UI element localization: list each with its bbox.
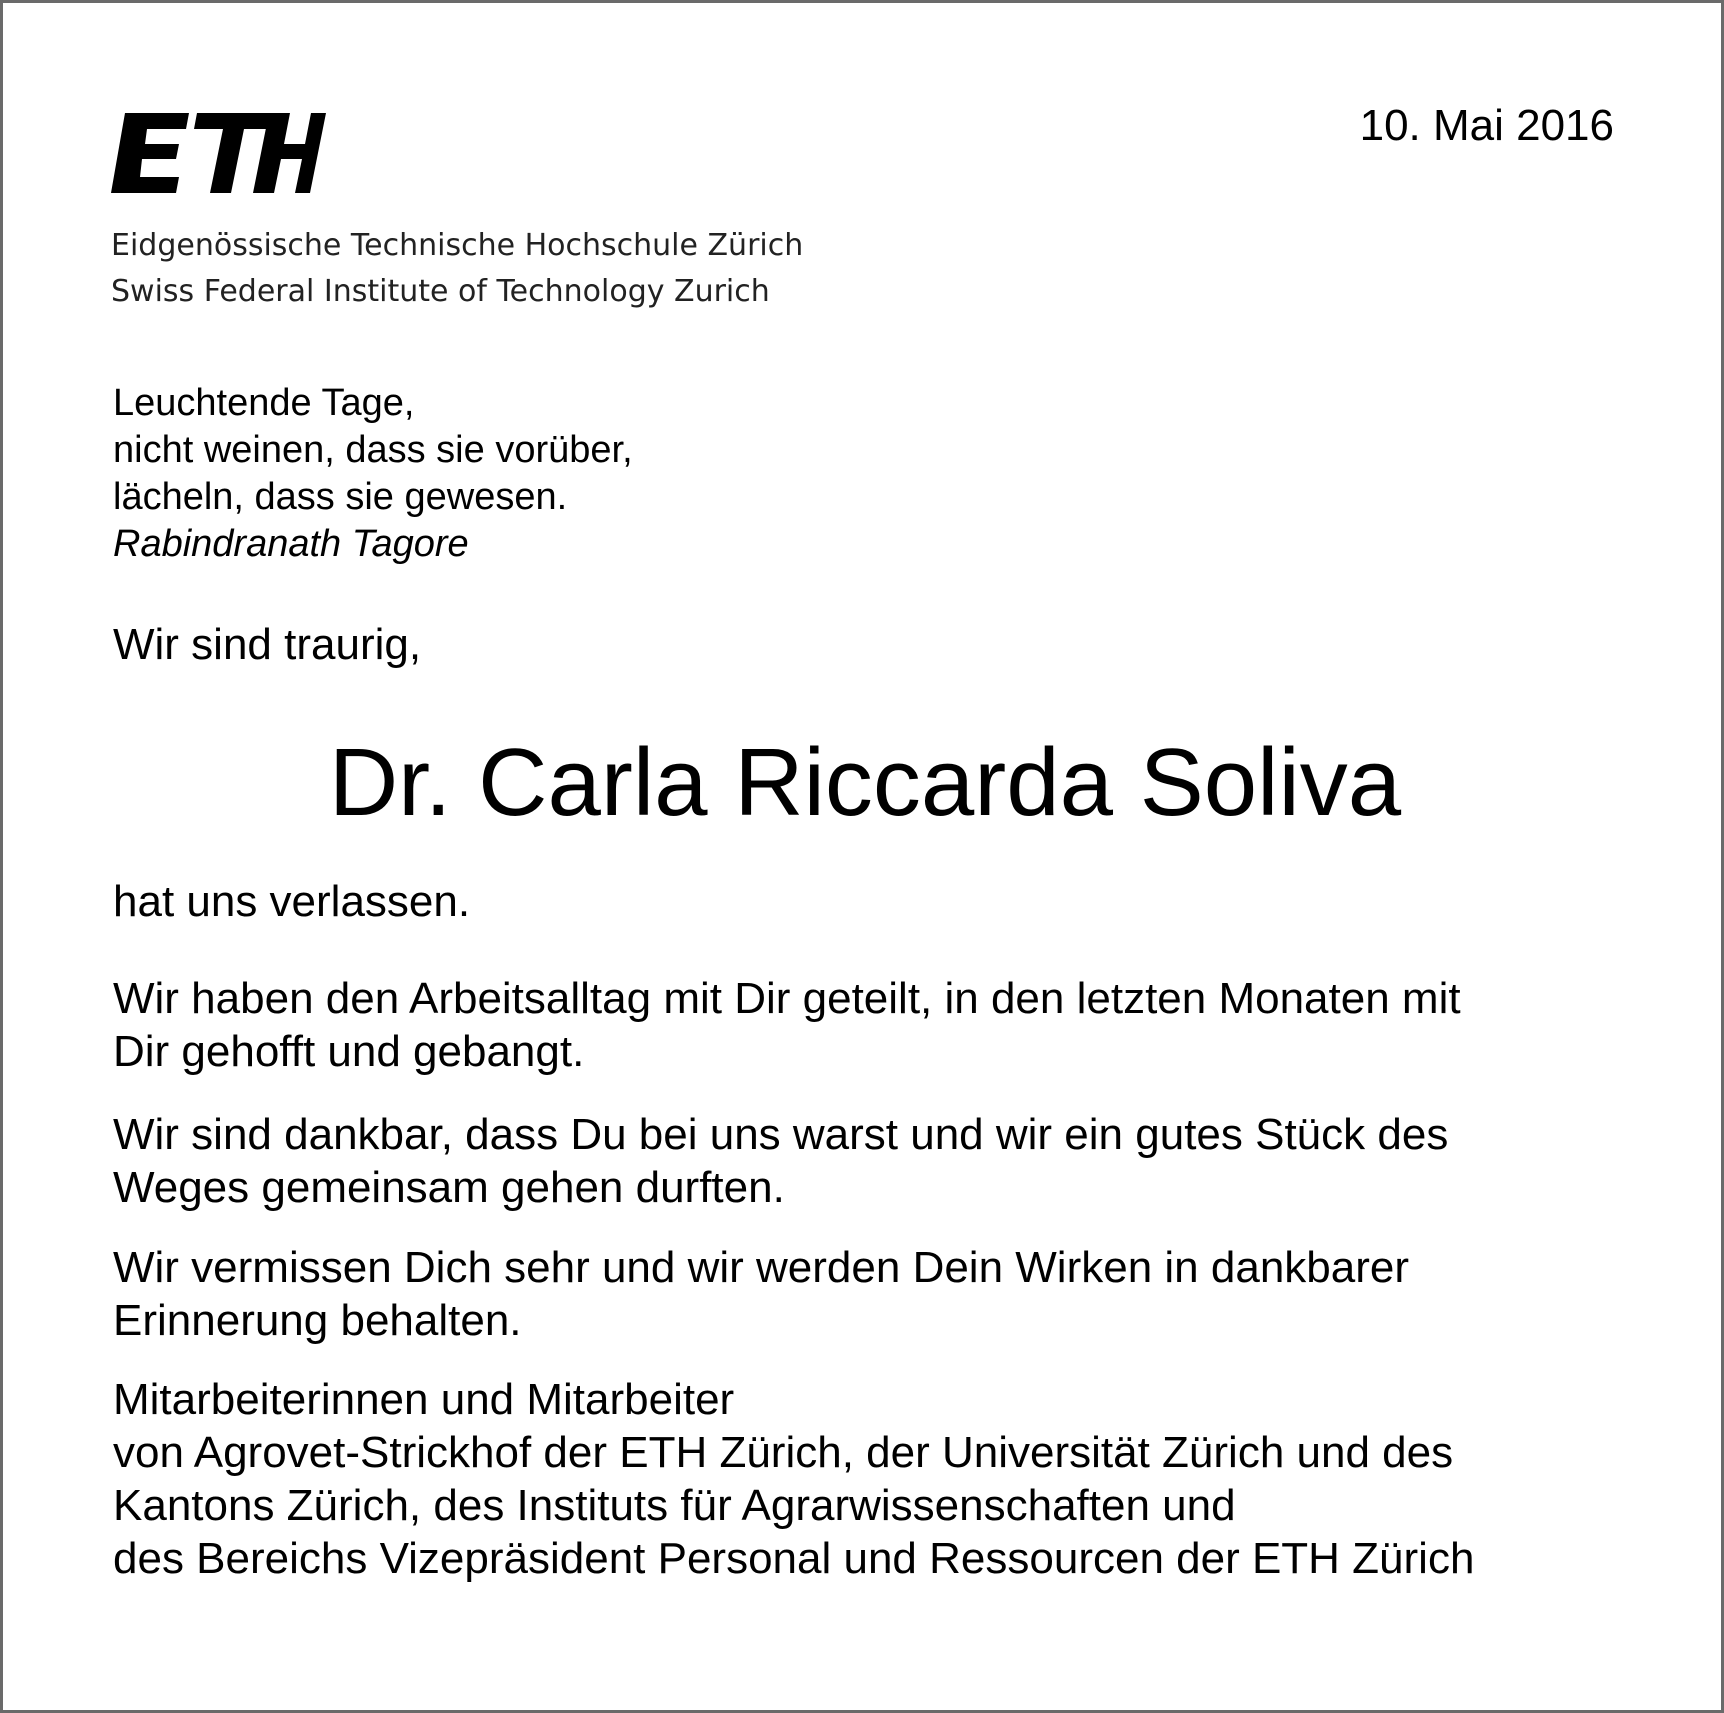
institution-name bbox=[111, 223, 803, 315]
poem-line: nicht weinen, dass sie vorüber, bbox=[113, 429, 633, 471]
signature-block bbox=[113, 1373, 1474, 1585]
paragraph-line: Wir haben den Arbeitsalltag mit Dir geteilt, in den letzten Monaten mit bbox=[113, 974, 1461, 1023]
poem-author: Rabindranath Tagore bbox=[113, 523, 469, 565]
institution-name-de: Eidgenössische Technische Hochschule Zürich bbox=[111, 228, 804, 263]
paragraph-line: Weges gemeinsam gehen durften. bbox=[113, 1163, 785, 1212]
intro-text: Wir sind traurig, bbox=[113, 620, 422, 669]
signature-line: Kantons Zürich, des Instituts für Agrarwissenschaften und bbox=[113, 1481, 1236, 1530]
paragraph-memory bbox=[113, 1241, 1409, 1347]
date: 10. Mai 2016 bbox=[1359, 101, 1614, 150]
poem-line: Leuchtende Tage, bbox=[113, 382, 415, 424]
paragraph-line: Wir vermissen Dich sehr und wir werden Dein Wirken in dankbarer bbox=[113, 1243, 1410, 1292]
institution-name-en: Swiss Federal Institute of Technology Zurich bbox=[111, 274, 770, 309]
left-text: hat uns verlassen. bbox=[113, 877, 471, 926]
signature-line: von Agrovet-Strickhof der ETH Zürich, der Universität Zürich und des bbox=[113, 1428, 1454, 1477]
poem-line: lächeln, dass sie gewesen. bbox=[113, 476, 568, 518]
signature-line: des Bereichs Vizepräsident Personal und Ressourcen der ETH Zürich bbox=[113, 1534, 1475, 1583]
paragraph-gratitude bbox=[113, 1108, 1448, 1214]
signature-line: Mitarbeiterinnen und Mitarbeiter bbox=[113, 1375, 735, 1424]
paragraph-line: Dir gehofft und gebangt. bbox=[113, 1027, 585, 1076]
paragraph-shared-work bbox=[113, 972, 1461, 1078]
paragraph-line: Wir sind dankbar, dass Du bei uns warst und wir ein gutes Stück des bbox=[113, 1110, 1449, 1159]
eth-logo bbox=[111, 113, 326, 193]
deceased-name: Dr. Carla Riccarda Soliva bbox=[328, 729, 1402, 836]
poem-quote bbox=[113, 380, 633, 568]
paragraph-line: Erinnerung behalten. bbox=[113, 1296, 522, 1345]
